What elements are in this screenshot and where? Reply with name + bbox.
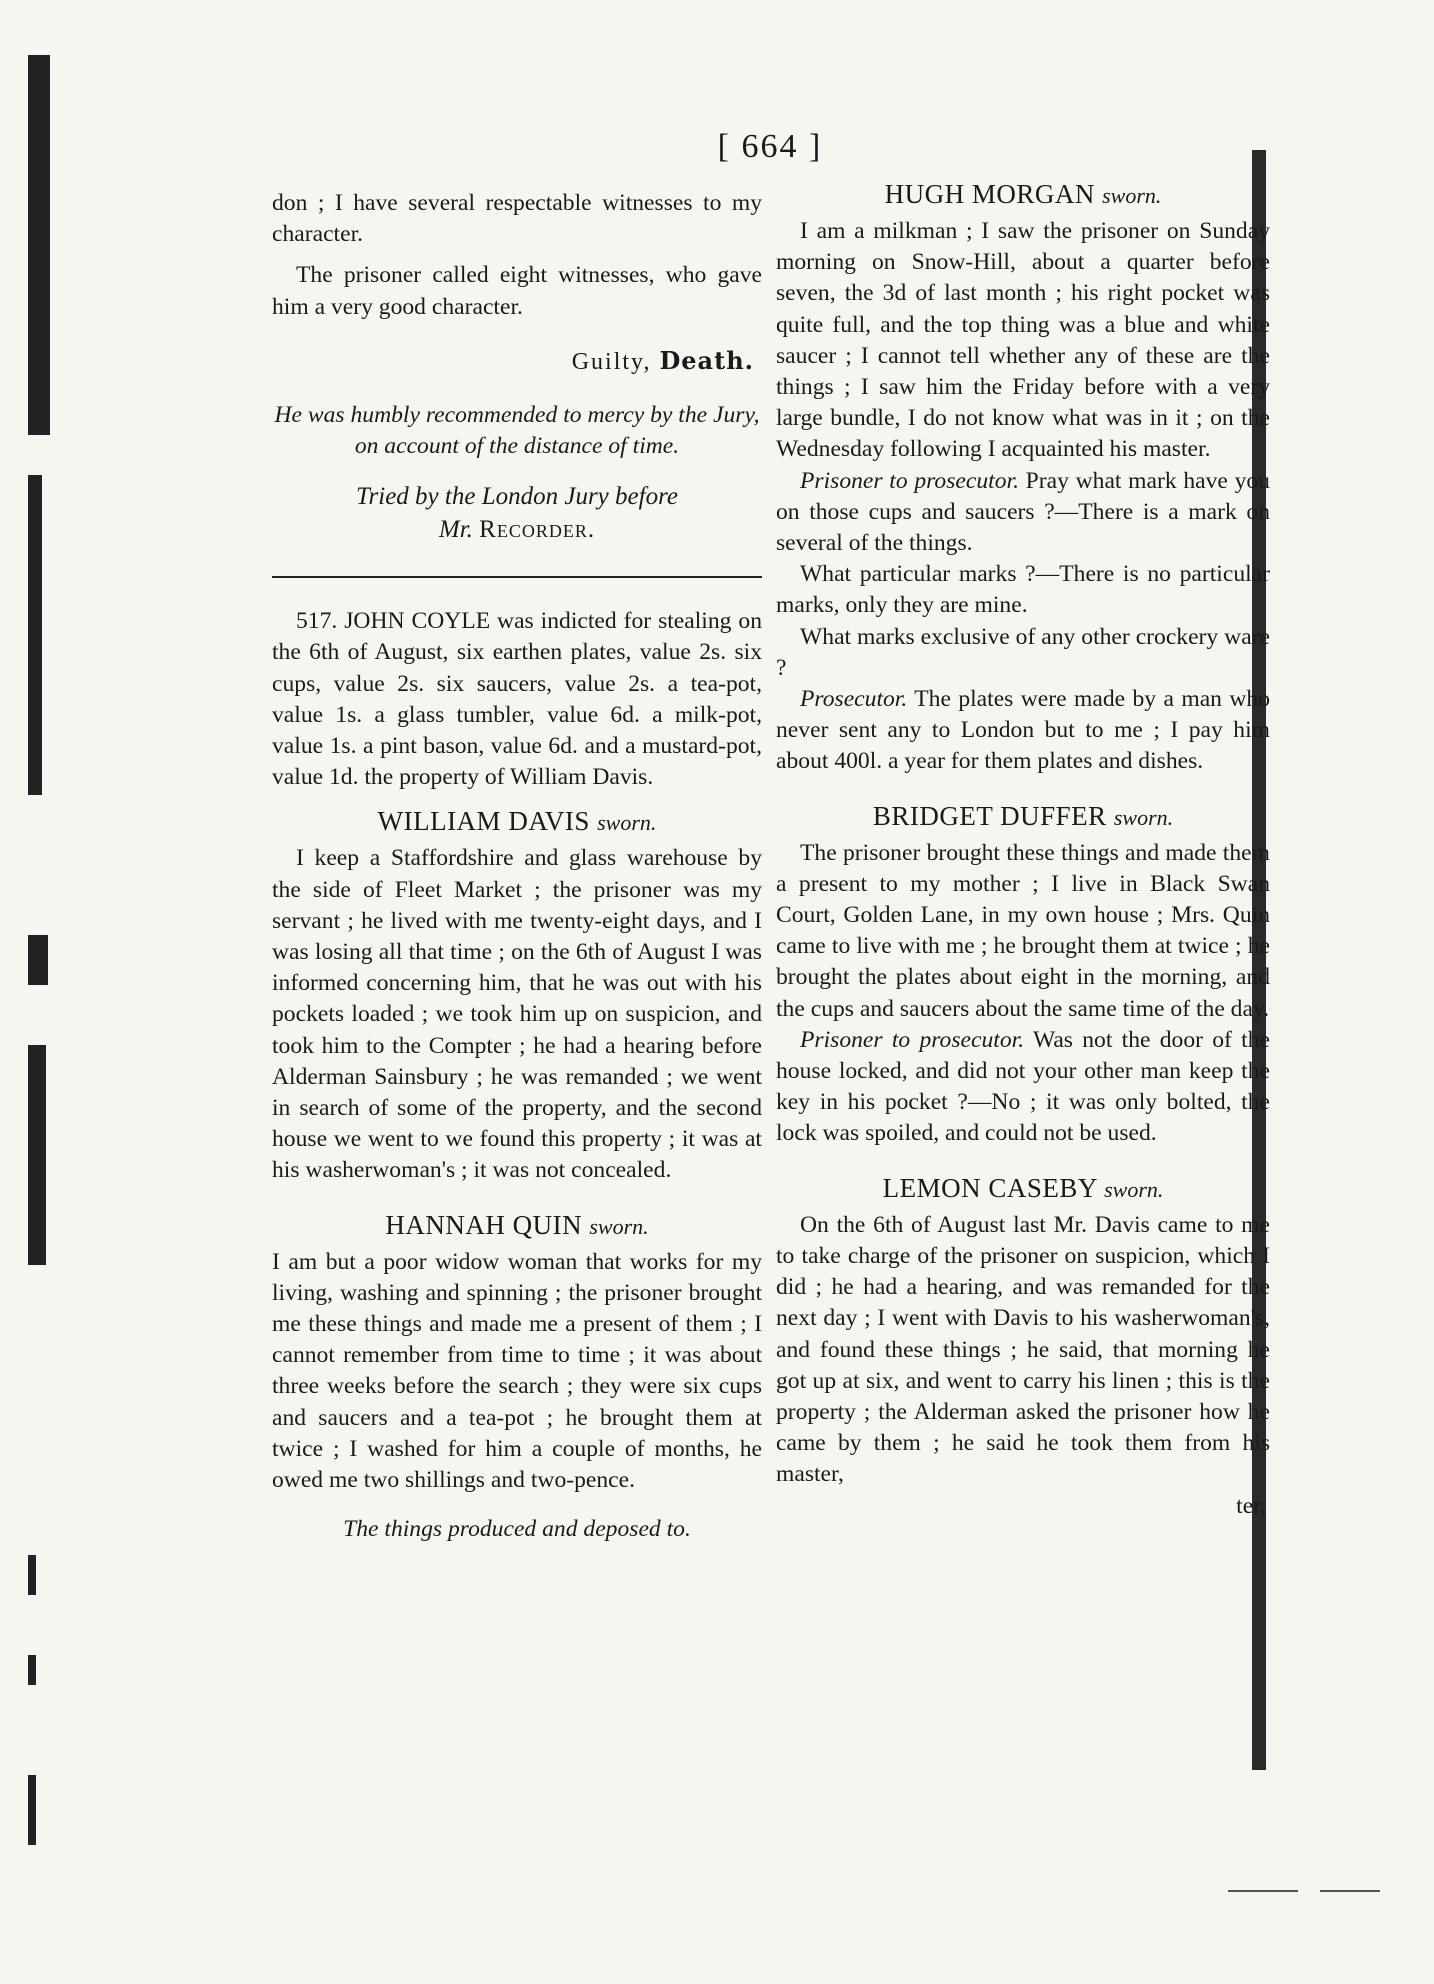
witness-name: WILLIAM DAVIS xyxy=(377,806,590,837)
verdict-guilty: Guilty, xyxy=(571,348,652,375)
section-divider xyxy=(272,576,762,578)
sworn-label: sworn. xyxy=(1102,183,1162,208)
speaker-label: Prisoner to prosecutor. xyxy=(800,467,1019,494)
sworn-label: sworn. xyxy=(1104,1176,1164,1202)
tried-by xyxy=(272,480,762,546)
speaker-label: Prisoner to prosecutor. xyxy=(800,1026,1025,1053)
speaker-label: Prosecutor. xyxy=(800,686,908,713)
tried-by-recorder: Recorder. xyxy=(479,516,596,544)
witness-heading xyxy=(776,176,1270,214)
question: What particular marks ?—There is no particular marks, only they are mine. xyxy=(776,561,1270,619)
recommendation: He was humbly recommended to mercy by the Jury, on account of the distance of time. xyxy=(274,401,760,460)
witness-name: HUGH MORGAN xyxy=(884,179,1095,209)
right-column xyxy=(776,179,1270,1522)
paragraph: don ; I have several respectable witnesses to my character. xyxy=(272,190,762,248)
witness-heading xyxy=(776,798,1270,836)
verdict-punishment: Death. xyxy=(659,345,754,375)
tried-by-judge xyxy=(272,513,762,546)
indictment: 517. JOHN COYLE was indicted for stealing on the 6th of August, six earthen plates, value 2s. six cups, value 2s. six saucers, value 2s. a tea-pot, value 1s. a glass tumbler, value 6d. a milk-pot, value 1s. a pint bason, value 6d. and a mustard-pot, value 1d. the property of William Davis. xyxy=(272,608,762,791)
witness-name: HANNAH QUIN xyxy=(385,1209,583,1240)
question: What marks exclusive of any other crockery ware ? xyxy=(776,623,1270,681)
scan-speck xyxy=(1320,1890,1380,1892)
left-column xyxy=(272,188,762,1546)
testimony: I keep a Staffordshire and glass warehouse by the side of Fleet Market ; the prisoner was my servant ; he lived with me twenty-eight days, and I was losing all that time ; on the 6th of August I was informed concerning him, that he was out with his pockets loaded ; we took him up on suspicion, and took him to the Compter ; he had a hearing before Alderman Sainsbury ; he was remanded ; we went in search of some of the property, and the second house we went to we found this property ; it was at his washerwoman's ; it was not concealed. xyxy=(272,845,762,1184)
witness-heading xyxy=(272,1207,762,1245)
verdict xyxy=(272,341,762,382)
testimony: On the 6th of August last Mr. Davis came to me to take charge of the prisoner on suspicion, which I did ; he had a hearing, and was remanded for the next day ; I went with Davis to his washerwoman's, and found these things ; he said, that morning he got up at six, and went to carry his linen ; this is the property ; the Alderman asked the prisoner how he came by them ; he said he took them from his master, xyxy=(776,1211,1270,1488)
tried-by-line: Tried by the London Jury before xyxy=(356,483,678,511)
testimony: I am a milkman ; I saw the prisoner on Sunday morning on Snow-Hill, about a quarter before seven, the 3d of last month ; his right pocket was quite full, and the top thing was a blue and white saucer ; I cannot tell whether any of these are the things ; I saw him the Friday before with a very large bundle, I do not know what was in it ; on the Wednesday following I acquainted his master. xyxy=(776,218,1270,463)
witness-name: BRIDGET DUFFER xyxy=(872,800,1107,831)
catchword: ter, xyxy=(1236,1492,1266,1519)
question: Pray what mark have you on those cups and saucers ?—There is a mark on several of the things. xyxy=(776,467,1270,557)
witness-heading xyxy=(776,1170,1270,1208)
page-number: [ 664 ] xyxy=(717,128,823,165)
sworn-label: sworn. xyxy=(1113,804,1174,830)
testimony: The prisoner brought these things and made them a present to my mother ; I live in Black Swan Court, Golden Lane, in my own house ; Mrs. Quin came to live with me ; he brought them at twice ; he brought the plates about eight in the morning, and the cups and saucers about the same time of the day. xyxy=(776,839,1270,1022)
things-produced: The things produced and deposed to. xyxy=(343,1516,691,1543)
scan-edge-left xyxy=(28,55,54,1875)
witness-heading xyxy=(272,803,762,841)
witness-name: LEMON CASEBY xyxy=(882,1172,1097,1203)
question: Was not the door of the house locked, and did not your other man keep the key in his pocket ?—No ; it was only bolted, the lock was spoiled, and could not be used. xyxy=(776,1026,1270,1147)
scan-speck xyxy=(1228,1890,1298,1892)
tried-by-title: Mr. xyxy=(438,516,473,544)
answer: The plates were made by a man who never sent any to London but to me ; I pay him about 400l. a year for them plates and dishes. xyxy=(776,686,1270,775)
sworn-label: sworn. xyxy=(589,1213,649,1239)
paragraph: The prisoner called eight witnesses, who gave him a very good character. xyxy=(272,262,762,320)
sworn-label: sworn. xyxy=(597,810,657,836)
testimony: I am but a poor widow woman that works for my living, washing and spinning ; the prisoner brought me these things and made me a present of them ; I cannot remember from time to time ; it was about three weeks before the search ; they were six cups and saucers and a tea-pot ; he brought them at twice ; I washed for him a couple of months, he owed me two shillings and two-pence. xyxy=(272,1248,762,1494)
